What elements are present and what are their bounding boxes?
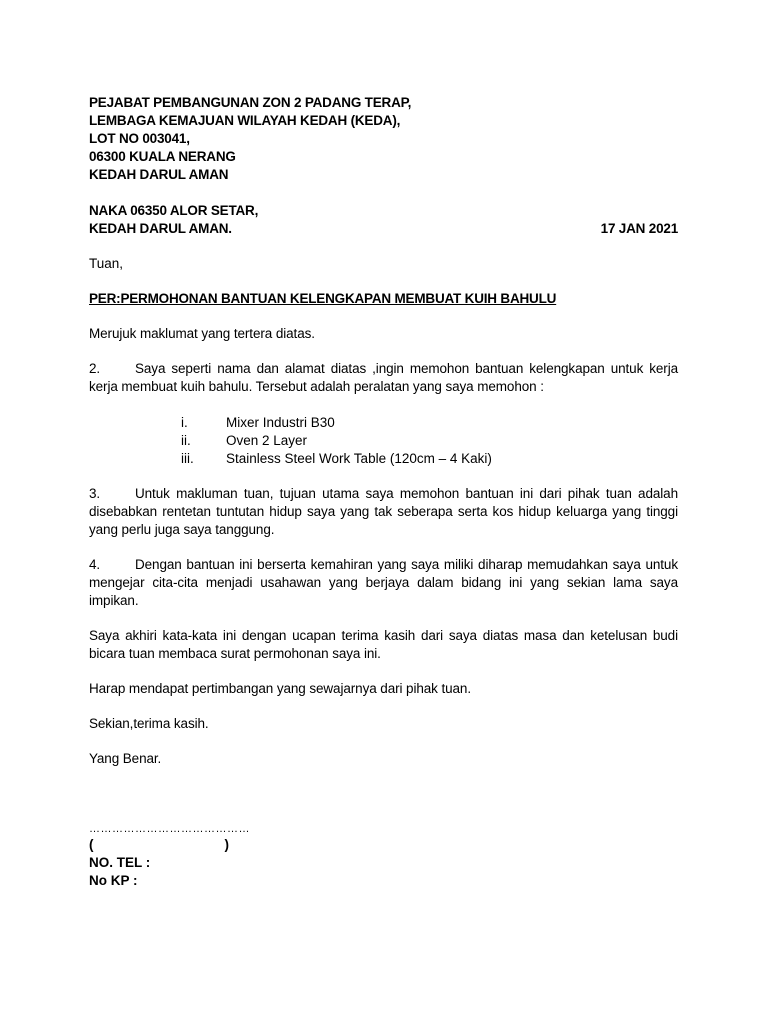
paragraph-4 [89, 556, 678, 610]
signature-block [89, 822, 678, 890]
address-line: LEMBAGA KEMAJUAN WILAYAH KEDAH (KEDA), [89, 113, 401, 128]
list-item [181, 414, 678, 432]
recipient-line: NAKA 06350 ALOR SETAR, [89, 203, 259, 218]
paragraph-text: Untuk makluman tuan, tujuan utama saya memohon bantuan ini dari pihak tuan adalah disebabkan rentetan tuntutan hidup saya yang tak seberapa serta kos hidup keluarga yang tinggi yang perlu juga saya tanggung. [89, 486, 678, 537]
address-line: 06300 KUALA NERANG [89, 149, 236, 164]
intro-paragraph: Merujuk maklumat yang tertera diatas. [89, 326, 315, 341]
paragraph-text: Saya seperti nama dan alamat diatas ,ingin memohon bantuan kelengkapan untuk kerja kerja membuat kuih bahulu. Tersebut adalah peralatan yang saya memohon : [89, 361, 678, 394]
list-item-number: ii. [181, 433, 191, 448]
address-line: KEDAH DARUL AMAN [89, 167, 229, 182]
signature-line: …………………………………… [89, 823, 250, 835]
ic-label: No KP : [89, 873, 138, 888]
list-item-number: iii. [181, 451, 194, 466]
open-paren: ( [89, 837, 94, 852]
paragraph-5: Saya akhiri kata-kata ini dengan ucapan terima kasih dari saya diatas masa dan ketelusan budi bicara tuan membaca surat permohonan saya ini. [89, 628, 678, 661]
phone-label: NO. TEL : [89, 855, 151, 870]
list-item [181, 450, 678, 468]
paragraph-number: 2. [89, 361, 101, 376]
close-paren: ) [224, 837, 229, 852]
recipient-line: KEDAH DARUL AMAN. [89, 221, 232, 236]
paragraph-number: 3. [89, 486, 101, 501]
list-item-text: Stainless Steel Work Table (120cm – 4 Kaki) [226, 451, 492, 466]
letter-subject: PER:PERMOHONAN BANTUAN KELENGKAPAN MEMBUAT KUIH BAHULU [89, 291, 557, 306]
sender-address [89, 94, 678, 238]
list-item-text: Oven 2 Layer [226, 433, 308, 448]
paragraph-3 [89, 485, 678, 539]
address-line: LOT NO 003041, [89, 131, 190, 146]
paragraph-2 [89, 360, 678, 396]
closing-sincerely: Yang Benar. [89, 751, 162, 766]
list-item [181, 432, 678, 450]
list-item-text: Mixer Industri B30 [226, 415, 335, 430]
closing-thanks: Sekian,terima kasih. [89, 716, 209, 731]
name-placeholder [89, 836, 229, 854]
salutation: Tuan, [89, 256, 124, 271]
paragraph-6: Harap mendapat pertimbangan yang sewajarnya dari pihak tuan. [89, 681, 471, 696]
paragraph-text: Dengan bantuan ini berserta kemahiran yang saya miliki diharap memudahkan saya untuk mengejar cita-cita menjadi usahawan yang berjaya dalam bidang ini yang sekian lama saya impikan. [89, 557, 678, 608]
paragraph-number: 4. [89, 557, 101, 572]
list-item-number: i. [181, 415, 188, 430]
address-line: PEJABAT PEMBANGUNAN ZON 2 PADANG TERAP, [89, 95, 412, 110]
equipment-list [181, 414, 678, 468]
letter-date: 17 JAN 2021 [600, 221, 678, 236]
